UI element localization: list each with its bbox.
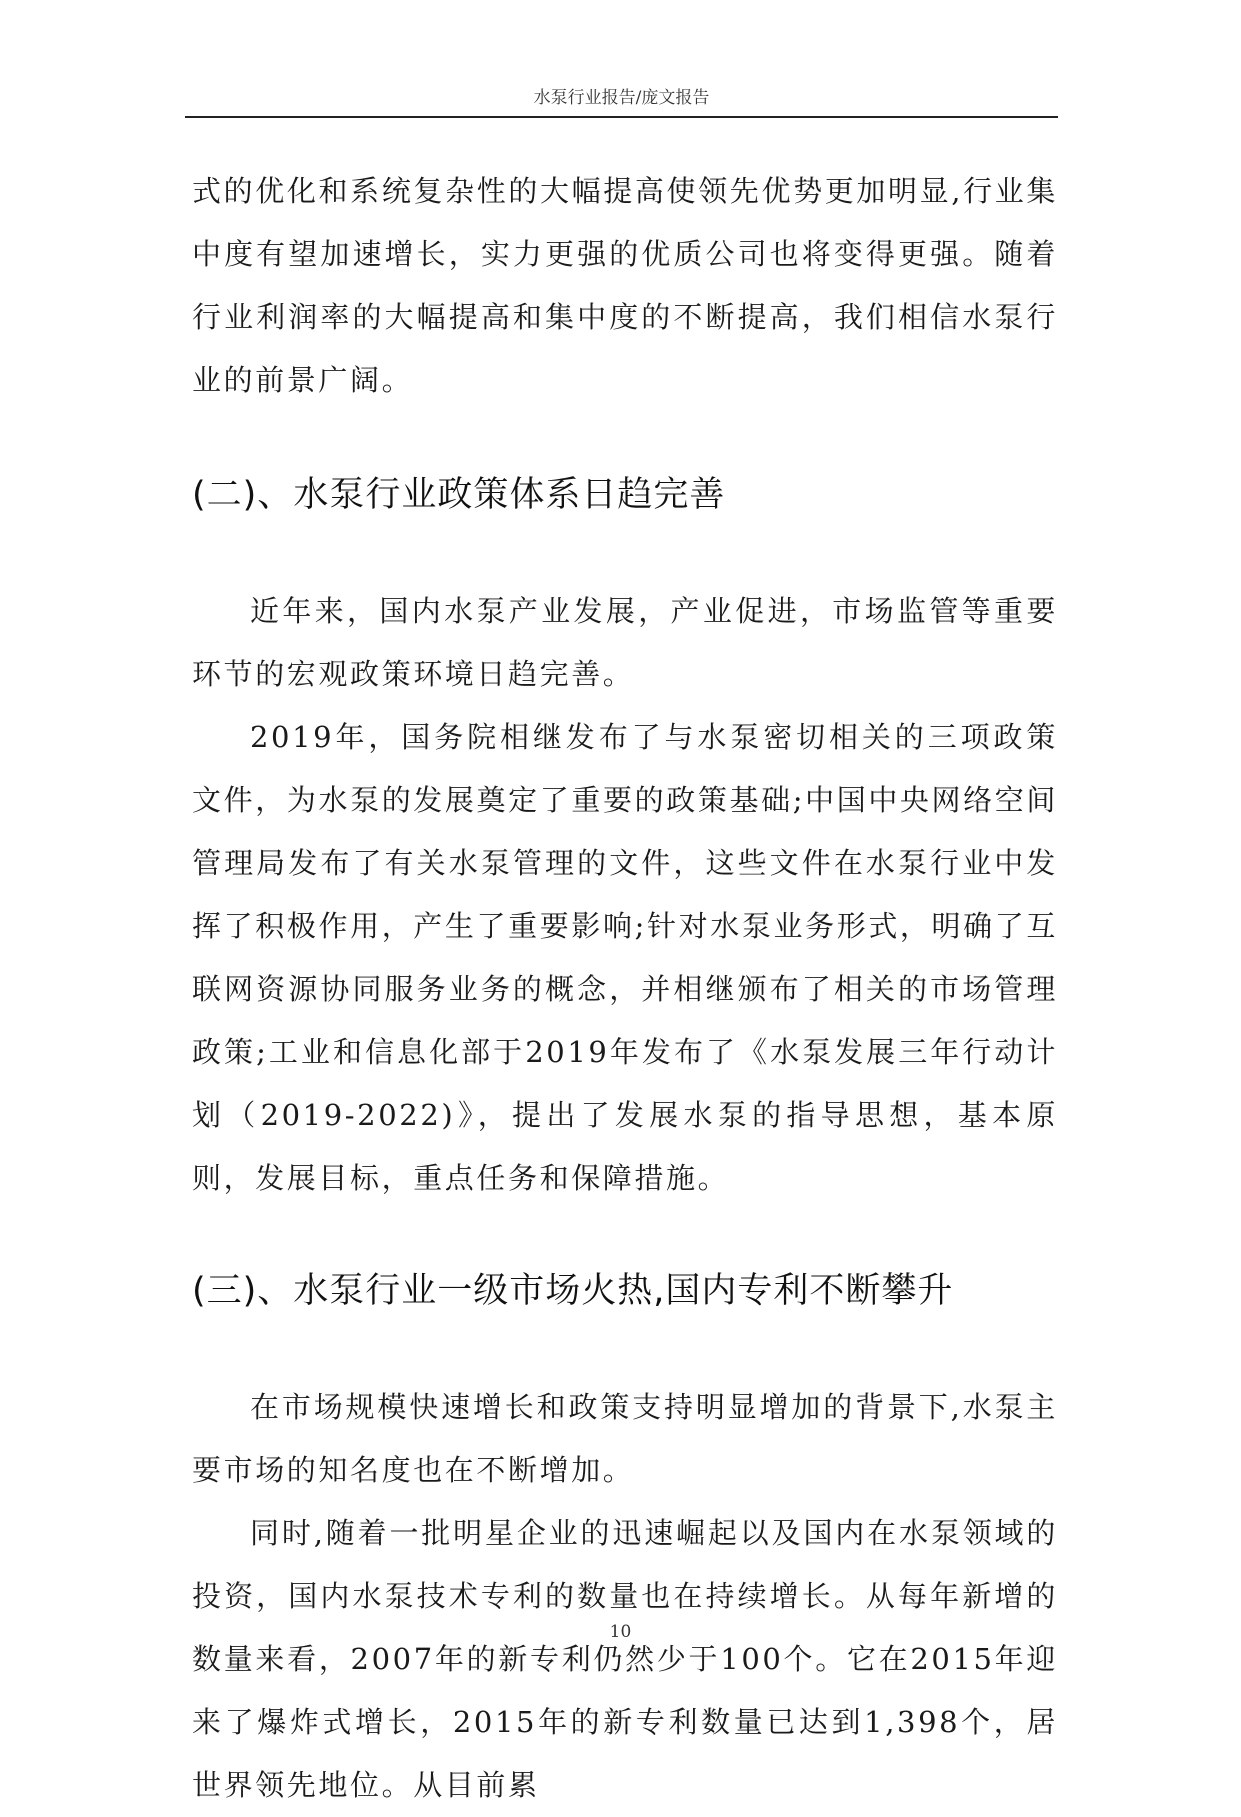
section-number: (二)、 [192,475,294,515]
section-heading-2 [192,458,1058,532]
paragraph: 近年来，国内水泵产业发展，产业促进，市场监管等重要环节的宏观政策环境日趋完善。 [192,594,1058,691]
paragraph: 在市场规模快速增长和政策支持明显增加的背景下,水泵主要市场的知名度也在不断增加。 [192,1390,1058,1487]
running-header [185,86,1058,118]
paragraph: 2019年，国务院相继发布了与水泵密切相关的三项政策文件，为水泵的发展奠定了重要的政策基础;中国中央网络空间管理局发布了有关水泵管理的文件，这些文件在水泵行业中发挥了积极作用，产生了重要影响;针对水泵业务形式，明确了互联网资源协同服务业务的概念，并相继颁布了相关的市场管理政策;工业和信息化部于2019年发布了《水泵发展三年行动计划（2019-2022)》，提出了发展水泵的指导思想，基本原则，发展目标，重点任务和保障措施。 [192,720,1058,1195]
page-number: 10 [609,1622,632,1642]
paragraph-continued: 式的优化和系统复杂性的大幅提高使领先优势更加明显,行业集中度有望加速增长，实力更强的优质公司也将变得更强。随着行业利润率的大幅提高和集中度的不断提高，我们相信水泵行业的前景广阔。 [192,174,1058,397]
section-heading-3: (三)、水泵行业一级市场火热,国内专利不断攀升 [192,1271,954,1311]
section-title: 水泵行业政策体系日趋完善 [293,475,726,515]
paragraph: 同时,随着一批明星企业的迅速崛起以及国内在水泵领域的投资，国内水泵技术专利的数量也在持续增长。从每年新增的数量来看，2007年的新专利仍然少于100个。它在2015年迎来了爆炸式增长，2015年的新专利数量已达到1,398个，居世界领先地位。从目前累 [192,1516,1058,1802]
running-header-title: 水泵行业报告/庞文报告 [533,88,710,108]
page-body [192,160,1058,1817]
